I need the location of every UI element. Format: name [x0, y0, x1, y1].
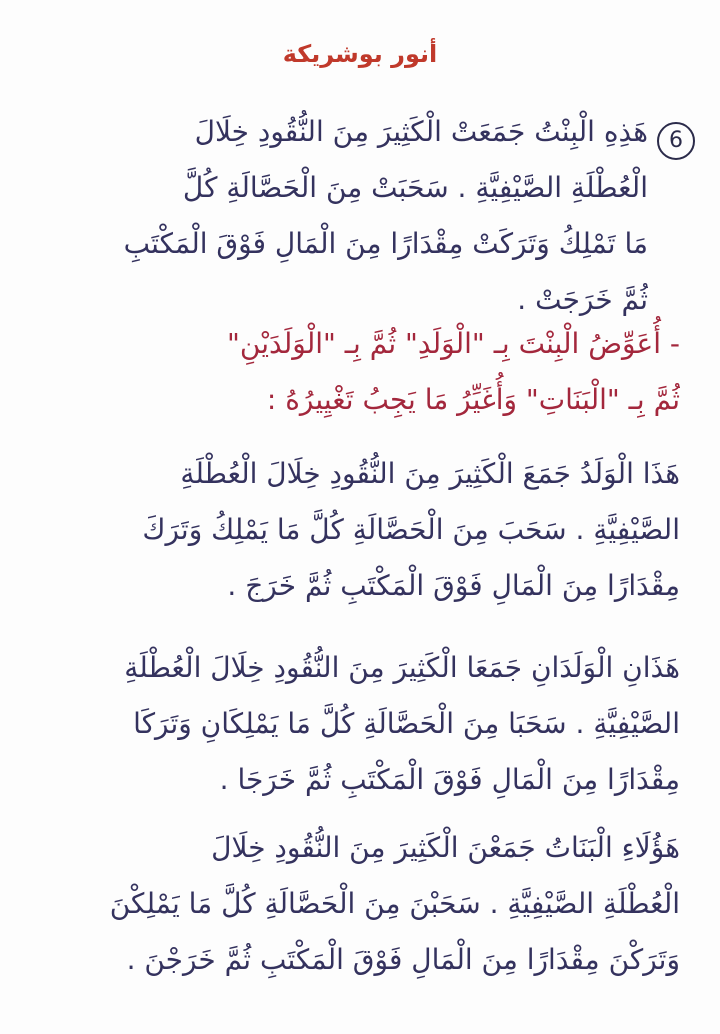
- paragraph-boy: [30, 446, 680, 614]
- paragraph-line: الصَّيْفِيَّةِ . سَحَبَ مِنَ الْحَصَّالَةِ كُلَّ مَا يَمْلِكُ وَتَرَكَ: [142, 513, 680, 546]
- paragraph-line: مِقْدَارًا مِنَ الْمَالِ فَوْقَ الْمَكْتَبِ ثُمَّ خَرَجَا .: [219, 763, 680, 796]
- paragraph-line: هَذَانِ الْوَلَدَانِ جَمَعَا الْكَثِيرَ مِنَ النُّقُودِ خِلَالَ الْعُطْلَةِ: [124, 651, 680, 684]
- paragraph-line: مَا تَمْلِكُ وَتَرَكَتْ مِقْدَارًا مِنَ الْمَالِ فَوْقَ الْمَكْتَبِ: [123, 227, 648, 260]
- instruction: [30, 316, 680, 428]
- paragraph-line: هَؤُلَاءِ الْبَنَاتُ جَمَعْنَ الْكَثِيرَ مِنَ النُّقُودِ خِلَالَ: [211, 831, 680, 864]
- paragraph-line: وَتَرَكْنَ مِقْدَارًا مِنَ الْمَالِ فَوْقَ الْمَكْتَبِ ثُمَّ خَرَجْنَ .: [126, 943, 680, 976]
- paragraph-line: ثُمَّ خَرَجَتْ .: [517, 283, 648, 316]
- paragraph-line: الْعُطْلَةِ الصَّيْفِيَّةِ . سَحَبَتْ مِنَ الْحَصَّالَةِ كُلَّ: [182, 171, 648, 204]
- paragraph-two-boys: [30, 640, 680, 808]
- exercise-number-badge: 6: [657, 122, 695, 160]
- paragraph-girls: [30, 820, 680, 988]
- paragraph-line: مِقْدَارًا مِنَ الْمَالِ فَوْقَ الْمَكْتَبِ ثُمَّ خَرَجَ .: [227, 569, 680, 602]
- paragraph-line: هَذَا الْوَلَدُ جَمَعَ الْكَثِيرَ مِنَ النُّقُودِ خِلَالَ الْعُطْلَةِ: [180, 457, 680, 490]
- instruction-line: - أُعَوِّضُ الْبِنْتَ بِـ "الْوَلَدِ" ثُمَّ بِـ "الْوَلَدَيْنِ": [227, 327, 680, 360]
- paragraph-original: [28, 104, 648, 328]
- paragraph-line: الْعُطْلَةِ الصَّيْفِيَّةِ . سَحَبْنَ مِنَ الْحَصَّالَةِ كُلَّ مَا يَمْلِكْنَ: [109, 887, 680, 920]
- instruction-line: ثُمَّ بِـ "الْبَنَاتِ" وَأُغَيِّرُ مَا يَجِبُ تَغْيِيرُهُ :: [266, 383, 680, 416]
- paragraph-line: الصَّيْفِيَّةِ . سَحَبَا مِنَ الْحَصَّالَةِ كُلَّ مَا يَمْلِكَانِ وَتَرَكَا: [133, 707, 680, 740]
- paragraph-line: هَذِهِ الْبِنْتُ جَمَعَتْ الْكَثِيرَ مِنَ النُّقُودِ خِلَالَ: [194, 115, 648, 148]
- author-name: أنور بوشريكة: [282, 40, 438, 68]
